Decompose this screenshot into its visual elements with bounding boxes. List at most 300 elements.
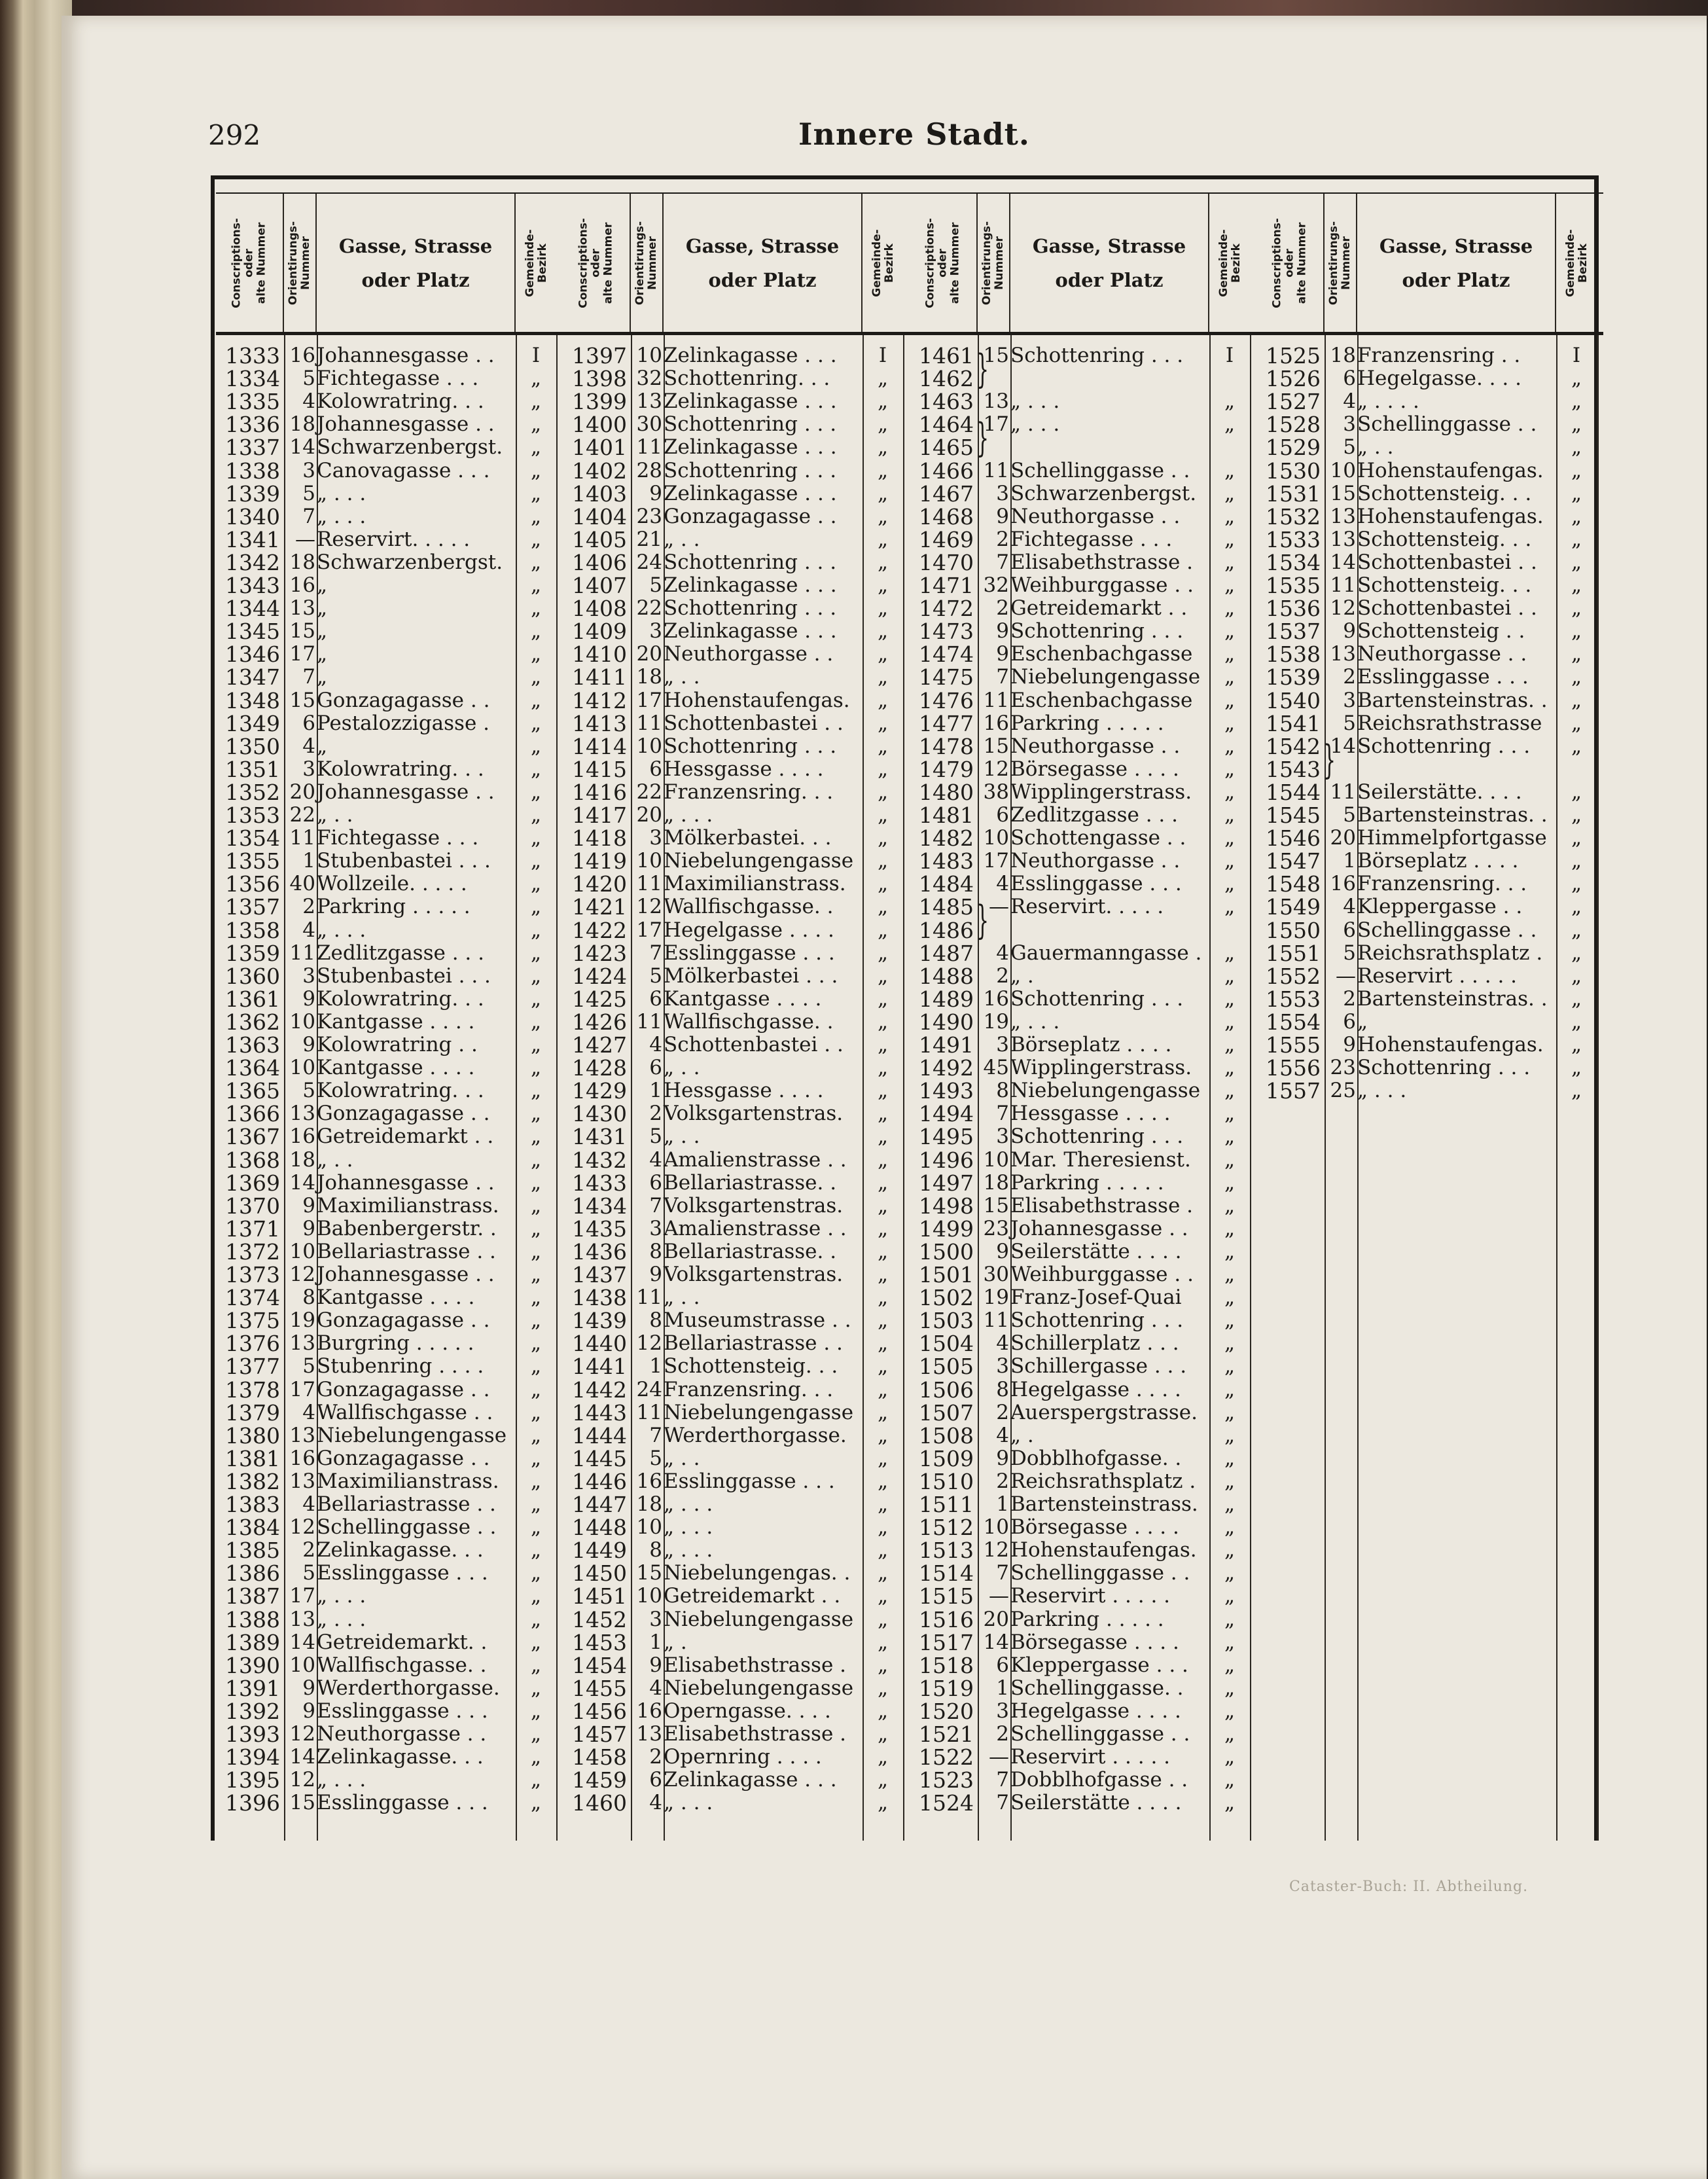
conscription-number: 1413 [572,710,627,736]
table-header [1256,192,1603,335]
table-row [910,873,1250,895]
table-row [563,1493,903,1516]
register-table-4 [1256,179,1603,1841]
district: „ [1571,826,1582,850]
conscription-number: 1513 [919,1538,974,1564]
orientation-number: 5 [649,963,662,988]
district: „ [1224,596,1236,621]
orientation-number: 20 [289,780,315,804]
district: „ [1224,872,1236,896]
table-row [216,1263,556,1286]
district: „ [1224,803,1236,827]
conscription-number: 1351 [225,756,280,782]
street-name: Wallfischgasse . . [317,1400,493,1424]
conscription-number: 1350 [225,733,280,759]
conscription-number: 1437 [572,1262,627,1288]
orientation-number: 3 [302,458,315,482]
table-row [563,1195,903,1217]
table-row [910,1723,1250,1746]
table-row [910,1263,1250,1286]
orientation-number: 11 [983,458,1009,482]
street-name: Schottenbastei . . [1357,596,1537,621]
orientation-number: 15 [983,1193,1009,1217]
table-row [563,1654,903,1677]
street-name: „ . . . . [1357,389,1419,414]
orientation-number: 3 [1343,412,1356,437]
street-name: Zelinkagasse . . . [664,1768,837,1792]
district: „ [1571,1009,1582,1034]
street-name: Fichtegasse . . . [1010,527,1173,551]
district: „ [877,1446,889,1470]
district: „ [1224,1722,1236,1746]
street-name: „ [317,665,328,689]
conscription-number: 1545 [1266,802,1321,828]
table-row [563,1769,903,1792]
conscription-number: 1360 [225,963,280,989]
district: „ [877,1308,889,1333]
table-row [910,1516,1250,1539]
district: „ [530,1239,542,1263]
conscription-number: 1345 [225,619,280,645]
district: „ [1224,1561,1236,1585]
orientation-number: — [989,1745,1009,1769]
orientation-number: 11 [636,872,662,896]
district: „ [1571,872,1582,896]
street-name: Dobblhofgasse . . [1010,1768,1188,1792]
table-row [910,367,1250,390]
conscription-number: 1516 [919,1606,974,1632]
table-row [216,1079,556,1102]
orientation-number: 7 [996,665,1009,689]
orientation-number: 8 [649,1538,662,1562]
table-row [216,781,556,804]
orientation-number: 14 [983,1630,1009,1654]
register-table-3 [910,179,1256,1841]
district: „ [530,963,542,988]
table-row [1256,850,1597,873]
conscription-number: 1462 [919,366,974,392]
district: „ [877,596,889,621]
street-name: Schellinggasse . . [317,1515,497,1540]
street-name: Seilerstätte . . . . [1010,1791,1182,1815]
street-name: Schottenring . . . [664,596,837,621]
street-name: „ . . [664,527,700,551]
table-row [910,1309,1250,1332]
orientation-number: 20 [983,1607,1009,1631]
orientation-number: 7 [996,1561,1009,1585]
district: „ [1224,986,1236,1011]
conscription-number: 1469 [919,526,974,552]
table-row [563,873,903,895]
conscription-number: 1438 [572,1285,627,1311]
table-row [563,1700,903,1723]
street-name: Neuthorgasse . . [317,1722,487,1746]
table-row [910,528,1250,551]
table-row [216,1424,556,1447]
orientation-number: 32 [983,573,1009,597]
street-name: Bartensteinstras. . [1357,688,1548,712]
conscription-number: 1488 [919,963,974,989]
street-name: Esslinggasse . . . [664,941,835,965]
district: „ [530,1147,542,1172]
street-name: Pestalozzigasse . [317,711,490,735]
district: „ [877,1745,889,1769]
table-row [563,942,903,965]
table-row [563,1309,903,1332]
conscription-number: 1366 [225,1101,280,1127]
street-name: „ . . . [317,1607,366,1631]
street-name: Operngasse. . . . [664,1699,831,1723]
table-row [910,827,1250,850]
street-name: Getreidemarkt . . [317,1125,494,1149]
table-row [910,735,1250,758]
table-row [216,1401,556,1424]
street-name: „ . . . [317,481,366,505]
street-name: Niebelungengasse [664,1400,854,1424]
orientation-number: 10 [289,1056,315,1080]
street-name: Eschenbachgasse [1010,688,1193,712]
district: „ [877,734,889,758]
orientation-number: 20 [636,642,662,666]
conscription-number: 1353 [225,802,280,828]
table-row [563,528,903,551]
table-row [910,597,1250,620]
register-table-2 [563,179,910,1841]
district: „ [877,826,889,850]
conscription-number: 1517 [919,1629,974,1655]
district: „ [530,481,542,505]
street-name: „ [317,642,328,666]
table-row [563,643,903,666]
table-row [563,666,903,689]
table-row [910,1217,1250,1240]
street-name: Hohenstaufengas. [1010,1538,1197,1562]
district: „ [530,803,542,827]
orientation-number: 10 [983,826,1009,850]
column-rule [1250,335,1251,1841]
orientation-number: 5 [649,573,662,597]
street-name: Schellinggasse . . [1010,458,1190,482]
street-name: Wipplingerstrass. [1010,1056,1192,1080]
district: „ [877,941,889,965]
orientation-number: 3 [649,1607,662,1631]
table-row [563,735,903,758]
street-name: Opernring . . . . [664,1745,822,1769]
street-name: Wipplingerstrass. [1010,780,1192,804]
orientation-number: 16 [636,1469,662,1493]
street-name: Gonzagagasse . . [664,504,837,528]
orientation-number: 5 [302,1561,315,1585]
street-name: Kleppergasse . . . [1010,1653,1188,1677]
conscription-number: 1477 [919,710,974,736]
orientation-number: 20 [1330,826,1356,850]
table-row [216,689,556,712]
conscription-number: 1512 [919,1515,974,1541]
orientation-number: 18 [289,412,315,437]
orientation-number: 10 [636,344,662,367]
conscription-number: 1539 [1266,664,1321,691]
district: „ [530,527,542,551]
conscription-number: 1365 [225,1078,280,1104]
conscription-number: 1505 [919,1354,974,1380]
conscription-number: 1430 [572,1101,627,1127]
street-name: „ [317,596,328,621]
table-row [910,1562,1250,1585]
orientation-number: 2 [996,1400,1009,1424]
orientation-number: 2 [1343,665,1356,689]
orientation-number: 9 [996,504,1009,528]
conscription-number: 1511 [919,1492,974,1517]
street-name: „ [317,734,328,758]
street-name: Börsegasse . . . . [1010,1630,1179,1654]
conscription-number: 1412 [572,687,627,713]
district: „ [530,941,542,965]
street-name: Schottensteig. . . [1357,573,1532,597]
orientation-number: 4 [649,1033,662,1056]
conscription-number: 1540 [1266,687,1321,713]
district: „ [1571,412,1582,437]
conscription-number: 1370 [225,1193,280,1219]
conscription-number: 1374 [225,1285,280,1311]
conscription-number: 1337 [225,435,280,461]
table-row [216,1149,556,1172]
orientation-number: 2 [302,895,315,919]
table-row [910,1172,1250,1195]
table-row [216,1677,556,1700]
table-row [216,1654,556,1677]
district: „ [530,1216,542,1240]
orientation-number: 10 [289,1653,315,1677]
street-name: Franz-Josef-Quai [1010,1286,1182,1310]
street-name: Fichtegasse . . . [317,826,479,850]
district: „ [530,1745,542,1769]
district: „ [530,1193,542,1217]
orientation-number: — [1336,963,1356,988]
table-row [563,1355,903,1378]
conscription-number: 1474 [919,641,974,668]
orientation-number: — [295,527,315,551]
district: „ [877,918,889,942]
street-name: Börseplatz . . . . [1357,849,1519,873]
conscription-number: 1495 [919,1124,974,1150]
conscription-number: 1368 [225,1147,280,1173]
orientation-number: 12 [983,1538,1009,1562]
street-name: Schottenbastei . . [1357,550,1537,574]
orientation-number: 17 [289,642,315,666]
conscription-number: 1388 [225,1606,280,1632]
orientation-number: 10 [636,1515,662,1540]
conscription-number: 1372 [225,1238,280,1265]
orientation-number: 8 [649,1239,662,1263]
table-row [563,459,903,482]
orientation-number: 2 [302,1538,315,1562]
district: „ [1224,1584,1236,1608]
orientation-number: 14 [289,435,315,459]
orientation-number: 5 [302,1079,315,1103]
orientation-number: 6 [302,711,315,735]
table-row [563,597,903,620]
conscription-number: 1352 [225,779,280,805]
district: „ [530,1079,542,1103]
street-name: Schottenring . . . [664,458,837,482]
orientation-number: 17 [983,412,1009,437]
district: „ [877,619,889,643]
district: „ [530,1469,542,1493]
orientation-number: 7 [996,1791,1009,1815]
orientation-number: 12 [289,1263,315,1286]
conscription-number: 1487 [919,940,974,966]
conscription-number: 1536 [1266,596,1321,622]
table-row [910,1149,1250,1172]
conscription-number: 1377 [225,1354,280,1380]
table-row [563,436,903,459]
district: „ [530,1791,542,1815]
table-row [216,1585,556,1608]
orientation-number: 12 [289,1768,315,1792]
header-orientierung-text: Orientirungs- Nummer [633,221,659,305]
district: „ [877,1423,889,1447]
district: „ [1224,619,1236,643]
orientation-number: 13 [289,1331,315,1356]
district: „ [1224,1216,1236,1240]
district: „ [1571,895,1582,919]
table-row [910,1240,1250,1263]
table-row [216,413,556,436]
district: „ [1224,1263,1236,1286]
orientation-number: 12 [289,1515,315,1540]
table-row [910,390,1250,413]
table-row [910,482,1250,505]
conscription-number: 1431 [572,1124,627,1150]
street-name: Schottenring . . . [1357,1056,1531,1080]
table-row [563,1378,903,1401]
orientation-number: 4 [302,1492,315,1516]
table-row [1256,988,1597,1011]
conscription-number: 1382 [225,1468,280,1494]
street-name: „ . . . [1010,1009,1060,1034]
orientation-number: 6 [649,1768,662,1792]
header-gasse [664,194,863,332]
orientation-number: 12 [1330,596,1356,621]
orientation-number: 7 [996,1768,1009,1792]
header-orientierung-text: Orientirungs- Nummer [1327,221,1353,305]
district: „ [1224,1607,1236,1631]
table-row [910,1034,1250,1056]
conscription-number: 1557 [1266,1078,1321,1104]
conscription-number: 1498 [919,1193,974,1219]
table-row [910,551,1250,574]
conscription-number: 1480 [919,779,974,805]
orientation-number: 12 [636,895,662,919]
orientation-number: 23 [1330,1056,1356,1080]
table-row [216,367,556,390]
street-name: Esslinggasse . . . [317,1699,488,1723]
conscription-number: 1375 [225,1308,280,1334]
conscription-number: 1367 [225,1124,280,1150]
table-row [910,344,1250,367]
street-name: Niebelungengasse [1010,1079,1201,1103]
orientation-number: 5 [1343,435,1356,459]
street-name: Burgring . . . . . [317,1331,474,1356]
district: „ [530,665,542,689]
conscription-number: 1542 [1266,733,1321,759]
table-row [216,482,556,505]
conscription-number: 1418 [572,825,627,852]
table-row [216,1516,556,1539]
orientation-number: 7 [649,941,662,965]
orientation-number: 3 [996,1033,1009,1056]
street-name: Neuthorgasse . . [1357,642,1527,666]
orientation-number: 10 [1330,458,1356,482]
district: „ [1571,803,1582,827]
street-name: Esslinggasse . . . [317,1791,488,1815]
conscription-number: 1400 [572,412,627,438]
district: „ [530,895,542,919]
orientation-number: 17 [983,849,1009,873]
orientation-number: 14 [1330,550,1356,574]
district: „ [877,1193,889,1217]
table-row [910,1746,1250,1769]
district: „ [530,1170,542,1195]
district: „ [530,619,542,643]
table-row [216,344,556,367]
table-row [1256,965,1597,988]
orientation-number: 18 [636,665,662,689]
orientation-number: 14 [289,1170,315,1195]
district: „ [1224,757,1236,781]
orientation-number: 18 [636,1492,662,1516]
street-name: Schottensteig. . . [664,1354,838,1378]
orientation-number: 5 [649,1125,662,1149]
table-row [216,1769,556,1792]
district: „ [530,1492,542,1516]
table-row [563,1723,903,1746]
street-name: Elisabethstrasse . [1010,550,1193,574]
orientation-number: 11 [1330,573,1356,597]
orientation-number: 20 [636,803,662,827]
street-name: Canovagasse . . . [317,458,490,482]
conscription-number: 1446 [572,1468,627,1494]
street-name: Reservirt . . . . . [1010,1584,1171,1608]
conscription-number: 1424 [572,963,627,989]
district: „ [877,1331,889,1356]
district: „ [877,1079,889,1103]
table-row [563,1447,903,1470]
street-name: Schottenbastei . . [664,711,844,735]
street-name: Reservirt . . . . . [1357,963,1518,988]
district: „ [1224,1331,1236,1356]
street-name: Kantgasse . . . . [317,1056,475,1080]
table-row [910,1585,1250,1608]
district: „ [1571,481,1582,505]
street-name: Kolowratring. . . [317,1079,484,1103]
orientation-number: 22 [289,803,315,827]
street-name: Parkring . . . . . [1010,711,1164,735]
orientation-number: 32 [636,367,662,391]
conscription-number: 1426 [572,1009,627,1035]
conscription-number: 1404 [572,503,627,530]
street-name: Schottenring . . . [1010,344,1184,367]
street-name: Zelinkagasse . . . [664,389,837,414]
street-name: Hegelgasse. . . . [1357,367,1521,391]
orientation-number: 12 [289,1722,315,1746]
district: „ [1571,941,1582,965]
street-name: Schillerplatz . . . [1010,1331,1179,1356]
conscription-number: 1427 [572,1032,627,1058]
conscription-number: 1523 [919,1767,974,1793]
street-name: Weihburggasse . . [1010,573,1194,597]
district: „ [530,1354,542,1378]
